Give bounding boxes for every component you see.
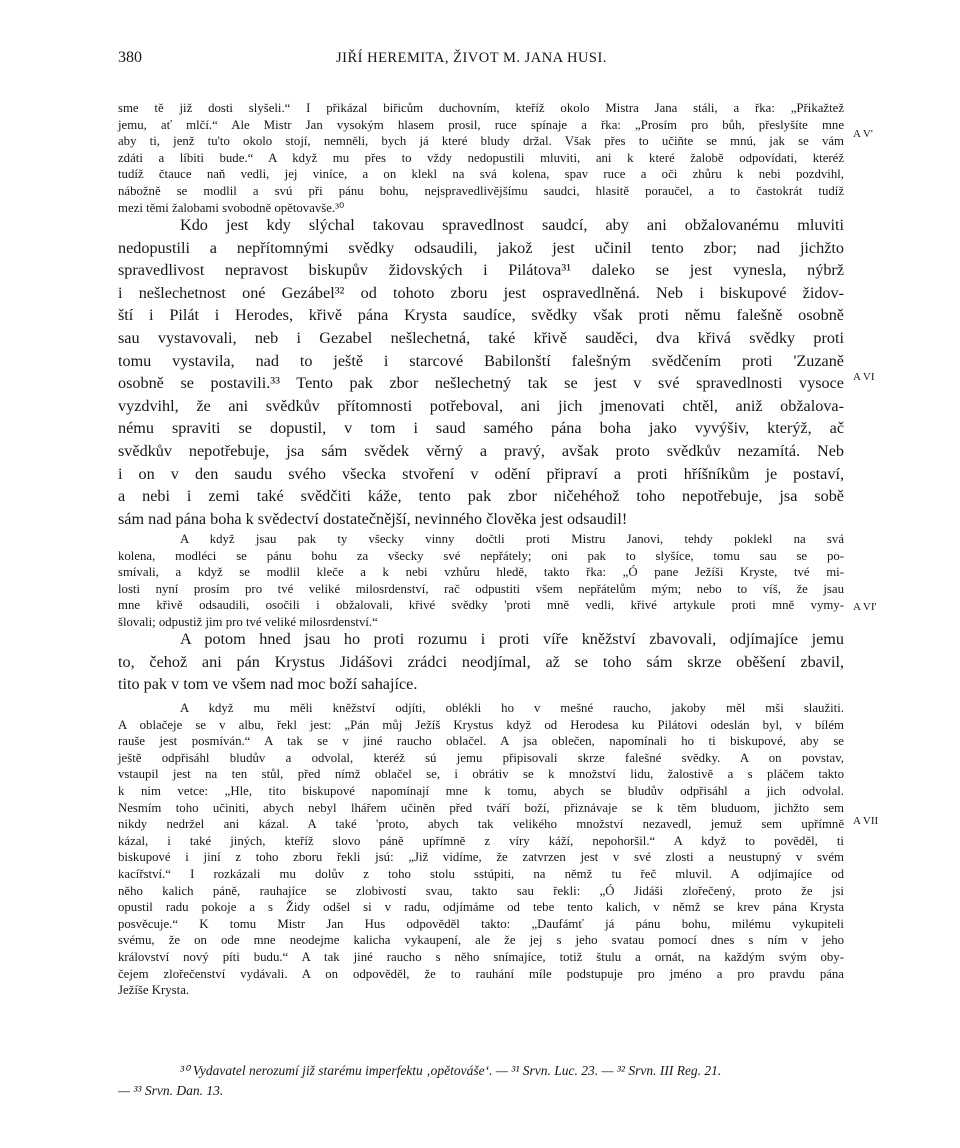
text-line: i on v den saudu svého všecka stvoření v odění připraví a proti hříšníkům je postaví, [118,464,844,483]
paragraph-3 [118,531,844,631]
text-line: Kdo jest kdy slýchal takovau spravedlnost saudcí, aby ani obžalovanému mluviti [180,216,844,234]
text-line: vstaupil jest na ten stůl, před nímž oblačel se, i obrátiv se k množství lidu, žalostivě a s pláčem takto [118,767,844,782]
text-line: rauše jest posmíván.“ A tak se v jiné raucho oblačel. A jsa oblečen, napomínali ho ti biskupové, aby se [118,734,844,749]
text-line: zdáti a líbiti bude.“ A když mu přes to vždy nedopustili mluviti, ani k které žalobě odpovídati, kteréž [118,150,844,165]
text-line: osobně se postavili.³³ Tento pak zbor nešlechetný tak se jest v své spravedlnosti vysoce [118,374,844,393]
text-line: nábožně se modlil a svú při pánu bohu, nejspravedlivějšímu saudci, hlasitě poraučel, a to častokrát tudíž [118,183,844,198]
text-line: vyzdvihl, že ani svědkův přítomnosti potřeboval, ani jich jmenovati chtěl, aniž obžalova- [118,396,844,415]
margin-note: A VI' [853,601,877,613]
footnotes [118,1061,848,1101]
text-line: posvěcuje.“ K tomu Mistr Jan Hus odpověděl takto: „Daufámť já pánu bohu, milému vykupiteli [118,916,844,931]
running-title: JIŘÍ HEREMITA, ŽIVOT M. JANA HUSI. [336,50,607,66]
text-line: svědkův nepotřebuje, jsa sám svědek věrný a pravý, avšak proto svědkův nezamítá. Neb [118,441,844,460]
paragraph-4 [118,628,844,696]
text-line: sme tě již dosti slyšeli.“ I přikázal biřicům duchovním, kteříž okolo Mistra Jana stáli, a řka: „Přikažtež [118,101,844,115]
text-line: tito pak v tom ve všem nad moc boží sahajíce. [118,675,418,694]
text-line: Ježíše Krysta. [118,983,190,998]
text-line: království nový píti budu.“ A tak jiné raucho s něho snímajíce, totiž štulu a ornát, na každým svým oby- [118,949,844,964]
text-line: sám nad pána boha k svědectví dostatečnější, nevinného člověka jest odsaudil! [118,509,628,528]
text-line: nému spraviti se dopustil, v tom i saud samého pána boha jako vyvýšiv, kterýž, ač [118,419,844,438]
page-header [118,49,844,73]
text-line: smívali, a když se modlil kleče a k nebi vzhůru hledě, takto řka: „Ó pane Ježíši Kryste, tvé mi- [118,565,844,580]
text-line: něho kalich páně, rauhajíce se zlobivostí svau, takto sau řekli: „Ó Jidáši zlořečený, proto že jsi [118,883,844,898]
paragraph-2 [118,214,844,530]
text-line: tudíž čtauce naň vedli, jej viníce, a on klekl na svá kolena, spav ruce a oči zhůru k nebi pozdvihl, [118,167,844,182]
text-line: a nebi i zemi také svědčiti káže, tento pak zbor ničehéhož toho nepotřebuje, jsa sobě [118,487,844,506]
footnote-line: — ³³ Srvn. Dan. 13. [118,1083,224,1098]
text-line: kázal, i také jiných, kteříž slovo páně upřímně z víry káží, nepohoršil.“ A když to pověděl, ti [118,833,844,848]
text-line: jemu, ať mlčí.“ Ale Mistr Jan vysokým hlasem prosil, ruce spínaje a řka: „Prosím pro bůh, přeslyšíte mne [118,117,844,132]
text-line: sau vystavovali, neb i Gezabel nešlechetná, také křivě sauděci, dva křivá svědky proti [118,328,844,347]
text-line: A oblačeje se v albu, řekl jest: „Pán můj Ježíš Krystus když od Herodesa ku Pilátovi odeslán byl, v bílém [118,717,844,732]
text-line: čejem zlořečenství vydávali. A on odpověděl, že to rauhání míle podstupuje pro jméno a pro pravdu pána [118,966,844,981]
paragraph-1 [118,100,844,216]
text-line: A potom hned jsau ho proti rozumu i proti víře kněžství zbavovali, odjímajíce jemu [180,630,844,648]
text-line: to, čehož ani pán Krystus Jidášovi zrádci neodjímal, až se toho sám skrze oběšení zbavil, [118,652,844,671]
text-line: nikdy nedržel ani kázal. A také 'proto, abych tak velikého množství nezavedl, jemuž sem upřímně [118,817,844,832]
text-line: svému, že on ode mne neodejme kalicha vykaupení, ale že jej s jeho svatau pomocí dnes s ním v jeho [118,933,844,948]
footnote-line: ³⁰ Vydavatel nerozumí již starému imperfektu ‚opětováše‘. — ³¹ Srvn. Luc. 23. — ³² Srvn. III Reg. 21. [180,1063,722,1078]
text-line: tomu vystavila, nad to ještě i starcové Babilonští falešným svědčením proti 'Zuzaně [118,351,844,370]
text-line: ještě odpřisáhl bludův a odvolal, kteréž sú jemu připisovali skrze falešné svědky. A on povstav, [118,750,844,765]
text-line: spravedlivost nepravost biskupův židovských i Pilátova³¹ daleko se jest vynesla, nýbrž [118,261,844,280]
margin-note: A VI [853,371,875,383]
text-line: biskupové i jiní z toho zboru řekli jsú: „Již vidíme, že zatvrzen jest v své zlosti a neustupný v svém [118,850,844,865]
text-line: losti nyní prosím pro tvé veliké milosrdenství, rač odpustiti všem nepřátelům mým; nebo to víš, že jsau [118,581,844,596]
margin-note: A V' [853,128,873,140]
text-line: mezi těmi žalobami svobodně opětovavše.³⁰ [118,200,345,215]
text-line: opustil radu pokoje a s Židy odšel si v radu, odjímáme od tebe tento kalich, v němž se krev pána Krysta [118,900,844,915]
text-line: kacířství.“ I rozkázali mu dolův z toho stolu sstúpiti, na němž tu řeč mluvil. A odjímajíce od [118,866,844,881]
text-line: aby ti, jenž tu'to okolo stojí, nemněli, bych já které bludy držal. Však přes to učiňte se mnú, jak se vám [118,134,844,149]
margin-note: A VII [853,815,879,827]
text-line: ští i Pilát i Herodes, křivě pána Krysta saudíce, svědky však proti němu falešně osobně [118,306,844,325]
text-line: A když jsau pak ty všecky vinny dočtli proti Mistru Janovi, tehdy poklekl na svá [180,532,844,546]
paragraph-5 [118,700,844,999]
text-line: kolena, modléci se pánu bohu za všecky své nepřátely; oni pak to slyšíce, tomu sau se po- [118,548,844,563]
text-line: mne křivě odsaudili, osočili i obžalovali, křivé svědky 'proti mně vedli, křivé artykule proti mně vymy- [118,598,844,613]
text-line: A když mu měli kněžství odjíti, oblékli ho v mešné raucho, jakoby měl mši slaužiti. [180,701,844,715]
text-line: šlovali; odpustiž jim pro tvé veliké milosrdenství.“ [118,614,378,629]
text-line: Nesmím toho učiniti, abych nebyl lhářem učiněn před tváří boží, přiznávaje se k těm bluduom, jichžto sem [118,800,844,815]
text-line: nedopustili a nepřítomnými svědky odsaudili, jakož jest učinil tento zbor; nad jichžto [118,238,844,257]
text-line: i nešlechetnost oné Gezábel³² od tohoto zboru jest ospravedlněná. Neb i biskupové židov- [118,283,844,302]
text-line: k nim vetce: „Hle, tito biskupové napomínají mne k tomu, abych se bludův odpřisáhl a jich odvolal. [118,783,844,798]
page-number: 380 [118,49,142,66]
